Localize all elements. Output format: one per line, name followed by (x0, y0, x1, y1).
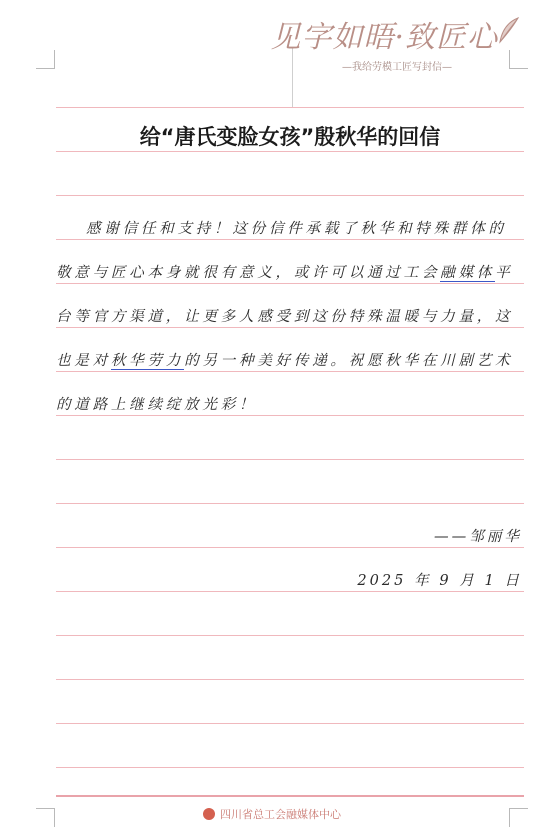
ruled-line (56, 723, 524, 724)
footer-org: 四川省总工会融媒体中心 (220, 808, 341, 821)
ruled-line (56, 503, 524, 504)
brand-subtitle: —我给劳模工匠写封信— (342, 62, 452, 73)
ruled-line (56, 547, 524, 548)
ruled-line (56, 107, 524, 108)
org-logo-icon (203, 808, 215, 820)
letter-line-4-tail: 的另一种美好传递。祝愿秋华在川剧艺术 (184, 352, 514, 369)
letter-line-3: 台等官方渠道，让更多人感受到这份特殊温暖与力量，这 (56, 308, 514, 325)
letter-line-5: 的道路上继续绽放光彩！ (56, 396, 258, 413)
signature: ——邹丽华 (434, 528, 522, 545)
ruled-line (56, 239, 524, 240)
ruled-line (56, 151, 524, 152)
ruled-line (56, 591, 524, 592)
letter-line-4-head: 也是对 (56, 352, 111, 369)
bottom-rule (56, 795, 524, 797)
ruled-line (56, 283, 524, 284)
letter-line-2-text: 敬意与匠心本身就很有意义，或许可以通过工会 (56, 264, 441, 281)
ruled-line (56, 371, 524, 372)
underlined-term-name: 秋华劳力 (110, 352, 185, 369)
brand-title: 见字如晤·致匠心 (270, 20, 498, 55)
ruled-line (56, 415, 524, 416)
letter-line-2 (56, 261, 524, 282)
letter-title: 给“唐氏变脸女孩”殷秋华的回信 (139, 125, 441, 149)
footer (0, 806, 544, 822)
ruled-line (56, 635, 524, 636)
ruled-line (56, 459, 524, 460)
ruled-line (56, 679, 524, 680)
crop-mark-top-left (36, 50, 55, 69)
ruled-line (56, 195, 524, 196)
ruled-line (56, 767, 524, 768)
underlined-term-media: 融媒体 (440, 264, 496, 281)
feather-icon (496, 16, 522, 46)
ruled-line (56, 327, 524, 328)
letter-date: 2025 年 9 月 1 日 (357, 572, 522, 589)
letter-line-2-tail: 平 (495, 264, 514, 281)
brand-header (262, 12, 522, 74)
letter-line-4 (56, 349, 524, 370)
letter-line-1: 感谢信任和支持！这份信件承载了秋华和特殊群体的 (86, 220, 507, 237)
